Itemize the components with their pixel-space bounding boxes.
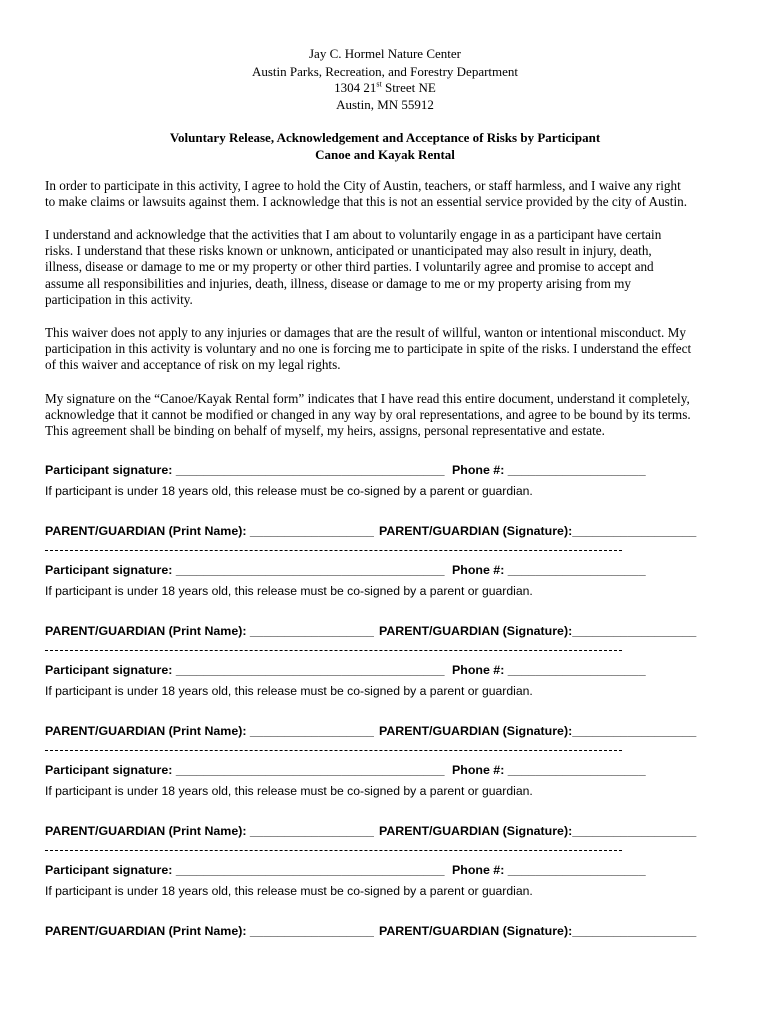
phone-field[interactable]: Phone #: ____________________: [452, 463, 646, 477]
block-divider: [45, 650, 622, 651]
guardian-print-name-field[interactable]: PARENT/GUARDIAN (Print Name): __________________: [45, 624, 374, 638]
paragraph-hold-harmless: [45, 178, 735, 210]
paragraph-line: participation in this activity.: [45, 291, 193, 307]
phone-field[interactable]: Phone #: ____________________: [452, 763, 646, 777]
paragraph-line: to make claims or lawsuits against them. I acknowledge that this is not an essential service provided by the city of Austin.: [45, 194, 688, 210]
guardian-signature-field[interactable]: PARENT/GUARDIAN (Signature):__________________: [379, 724, 697, 738]
minor-cosign-note: If participant is under 18 years old, this release must be co-signed by a parent or guardian.: [45, 584, 533, 598]
minor-cosign-note: If participant is under 18 years old, this release must be co-signed by a parent or guardian.: [45, 884, 533, 898]
guardian-signature-field[interactable]: PARENT/GUARDIAN (Signature):__________________: [379, 924, 697, 938]
guardian-signature-field[interactable]: PARENT/GUARDIAN (Signature):__________________: [379, 524, 697, 538]
block-divider: [45, 550, 622, 551]
paragraph-line: of this waiver and acceptance of risk on my legal rights.: [45, 357, 341, 373]
minor-cosign-note: If participant is under 18 years old, this release must be co-signed by a parent or guardian.: [45, 684, 533, 698]
guardian-print-name-field[interactable]: PARENT/GUARDIAN (Print Name): __________________: [45, 924, 374, 938]
paragraph-line: In order to participate in this activity, I agree to hold the City of Austin, teachers, or staff harmless, and I waive any right: [45, 178, 681, 193]
phone-field[interactable]: Phone #: ____________________: [452, 563, 646, 577]
paragraph-line: assume all responsibilities and injuries, death, illness, disease or damage to me or my property arising from my: [45, 275, 631, 291]
phone-field[interactable]: Phone #: ____________________: [452, 863, 646, 877]
document-title: Voluntary Release, Acknowledgement and Acceptance of Risks by Participant: [169, 130, 601, 145]
guardian-print-name-field[interactable]: PARENT/GUARDIAN (Print Name): __________________: [45, 824, 374, 838]
paragraph-risks: [45, 227, 735, 308]
street-address: [0, 80, 770, 96]
org-name: Jay C. Hormel Nature Center: [309, 46, 461, 61]
participant-signature-field[interactable]: Participant signature: _______________________________________: [45, 863, 445, 877]
paragraph-waiver-exclusions: [45, 325, 735, 374]
document-subtitle: Canoe and Kayak Rental: [315, 147, 455, 162]
block-divider: [45, 750, 622, 751]
street-suffix: st: [376, 79, 382, 89]
paragraph-line: acknowledge that it cannot be modified or changed in any way by oral representations, and agree to be bound by its terms.: [45, 407, 691, 423]
paragraph-line: My signature on the “Canoe/Kayak Rental form” indicates that I have read this entire document, understand it completely,: [45, 391, 690, 406]
participant-signature-field[interactable]: Participant signature: _______________________________________: [45, 463, 445, 477]
participant-signature-field[interactable]: Participant signature: _______________________________________: [45, 663, 445, 677]
paragraph-line: risks. I understand that these risks known or unknown, anticipated or unanticipated may also result in injury, death,: [45, 243, 652, 259]
paragraph-line: I understand and acknowledge that the activities that I am about to voluntarily engage in as a participant have certain: [45, 227, 662, 242]
paragraph-line: participation in this activity is voluntary and no one is forcing me to participate in spite of the risks. I understand the effect: [45, 341, 692, 357]
department-name: Austin Parks, Recreation, and Forestry Department: [251, 64, 519, 79]
guardian-signature-field[interactable]: PARENT/GUARDIAN (Signature):__________________: [379, 824, 697, 838]
paragraph-line: This agreement shall be binding on behalf of myself, my heirs, assigns, personal representative and estate.: [45, 423, 605, 439]
minor-cosign-note: If participant is under 18 years old, this release must be co-signed by a parent or guardian.: [45, 484, 533, 498]
paragraph-line: illness, disease or damage to me or my property or other third parties. I voluntarily agree and promise to accept and: [45, 259, 654, 275]
paragraph-line: This waiver does not apply to any injuries or damages that are the result of willful, wanton or intentional misconduct. My: [45, 325, 686, 340]
block-divider: [45, 850, 622, 851]
participant-signature-field[interactable]: Participant signature: _______________________________________: [45, 563, 445, 577]
street-number: 1304 21: [334, 80, 377, 95]
minor-cosign-note: If participant is under 18 years old, this release must be co-signed by a parent or guardian.: [45, 784, 533, 798]
guardian-print-name-field[interactable]: PARENT/GUARDIAN (Print Name): __________________: [45, 724, 374, 738]
paragraph-signature-agreement: [45, 391, 735, 440]
guardian-print-name-field[interactable]: PARENT/GUARDIAN (Print Name): __________________: [45, 524, 374, 538]
phone-field[interactable]: Phone #: ____________________: [452, 663, 646, 677]
participant-signature-field[interactable]: Participant signature: _______________________________________: [45, 763, 445, 777]
guardian-signature-field[interactable]: PARENT/GUARDIAN (Signature):__________________: [379, 624, 697, 638]
city-state-zip: Austin, MN 55912: [336, 97, 434, 112]
street-rest: Street NE: [381, 80, 436, 95]
